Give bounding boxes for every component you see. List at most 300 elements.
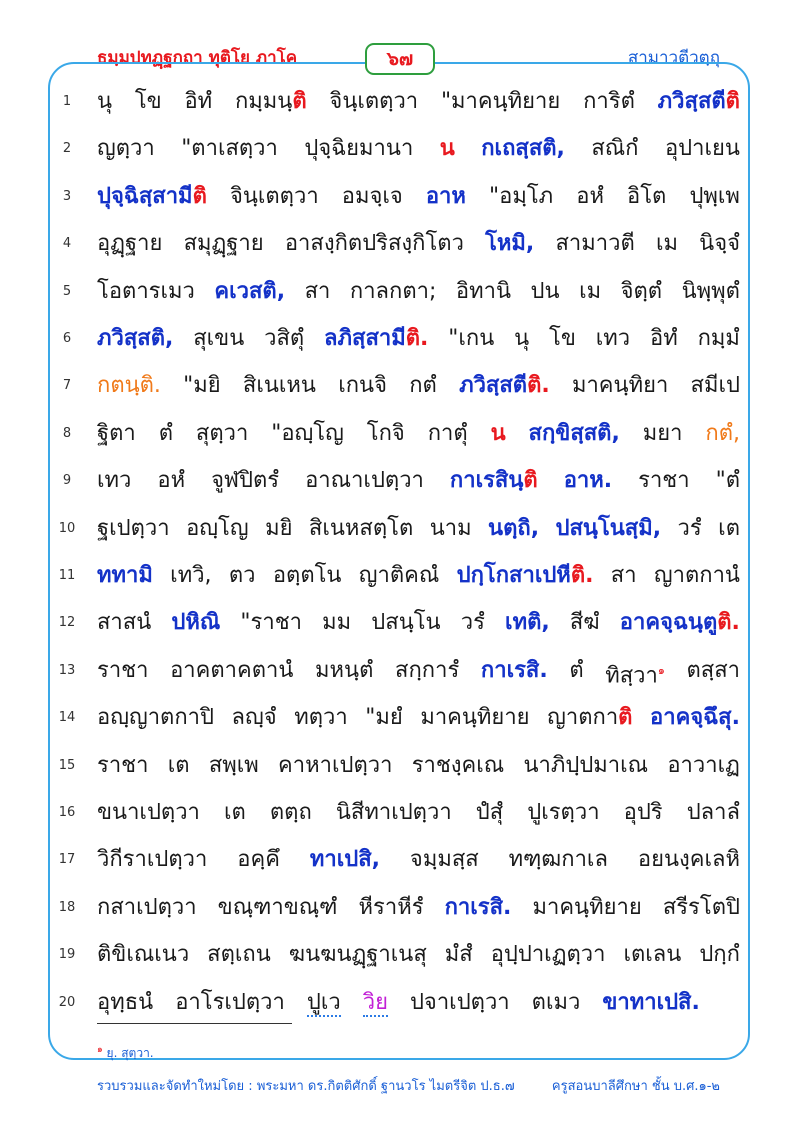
line-text bbox=[97, 700, 740, 736]
word-group bbox=[663, 890, 740, 926]
word: สมีเป bbox=[690, 373, 740, 399]
footnote-mark: ๑ bbox=[97, 1045, 103, 1055]
word-group bbox=[363, 985, 388, 1021]
word-group bbox=[579, 274, 601, 310]
word-group bbox=[441, 84, 560, 120]
word: กเถสฺสติ, bbox=[481, 136, 565, 162]
word-group bbox=[324, 321, 428, 357]
word: ขนาเปตฺวา bbox=[97, 800, 200, 825]
footnote-text: ยุ. สุตฺวา. bbox=[106, 1046, 154, 1060]
word-group bbox=[459, 368, 550, 404]
word-group bbox=[489, 179, 553, 215]
line-text bbox=[97, 937, 740, 973]
word: กตํ, bbox=[705, 420, 740, 446]
word-group bbox=[481, 131, 565, 167]
word-group bbox=[181, 131, 278, 167]
word: เม bbox=[579, 278, 602, 304]
word-group bbox=[445, 937, 473, 973]
word: ติ bbox=[523, 468, 538, 494]
footer-course: ครูสอนบาลีศึกษา ชั้น บ.ศ.๑-๒ bbox=[551, 1079, 720, 1094]
line-number: 15 bbox=[58, 757, 76, 773]
word-group bbox=[450, 463, 538, 499]
word-group bbox=[547, 700, 632, 736]
word: อหํ bbox=[576, 183, 604, 209]
word: มหนฺตํ bbox=[315, 657, 374, 683]
word-group bbox=[237, 842, 280, 878]
word: ปูเว bbox=[306, 989, 341, 1015]
word: อาสงฺกิตปริสงฺกิโตว bbox=[284, 231, 464, 257]
word: มาคนฺทิยาย bbox=[532, 894, 642, 920]
word: ปน bbox=[530, 278, 560, 304]
word: ตเมว bbox=[531, 989, 581, 1015]
word-group bbox=[338, 368, 387, 404]
word-group bbox=[532, 890, 641, 926]
word-group bbox=[265, 511, 292, 547]
word-group bbox=[409, 368, 437, 404]
word: อุฏฺฐาย bbox=[97, 231, 163, 257]
text-line bbox=[52, 319, 740, 359]
word-group bbox=[278, 748, 392, 784]
word-group bbox=[623, 937, 681, 973]
word-group bbox=[97, 321, 173, 357]
word-group bbox=[209, 748, 259, 784]
word-group bbox=[611, 558, 637, 594]
word-group bbox=[440, 131, 455, 167]
word-group bbox=[420, 700, 529, 736]
footnote bbox=[97, 1042, 154, 1063]
word-group bbox=[207, 937, 271, 973]
word-group bbox=[699, 226, 740, 262]
word-group bbox=[527, 795, 599, 831]
word-group bbox=[583, 84, 635, 120]
word-group bbox=[650, 321, 678, 357]
word-group bbox=[620, 605, 740, 641]
word-group bbox=[410, 842, 479, 878]
word-group bbox=[643, 416, 683, 452]
word-group bbox=[531, 274, 560, 310]
word: อิทํ bbox=[649, 326, 678, 351]
word: สา bbox=[610, 563, 637, 588]
line-text bbox=[97, 842, 740, 878]
word-group bbox=[214, 274, 285, 310]
word: กาเรสินฺ bbox=[449, 468, 524, 494]
word: กตํ bbox=[409, 373, 437, 399]
word-group bbox=[97, 84, 112, 120]
word-group bbox=[624, 795, 663, 831]
line-number: 10 bbox=[58, 520, 76, 536]
word-group bbox=[359, 890, 424, 926]
text-line bbox=[52, 651, 740, 691]
word: กสาเปตฺวา bbox=[97, 894, 197, 920]
word: ปหิณิ bbox=[171, 610, 221, 636]
line-text bbox=[97, 274, 740, 310]
word-group bbox=[549, 321, 576, 357]
word: เทว bbox=[595, 326, 631, 351]
line-text bbox=[97, 795, 740, 831]
word-group bbox=[371, 605, 440, 641]
word-group bbox=[97, 274, 195, 310]
word: นิจฺจํ bbox=[699, 231, 740, 257]
word-group bbox=[682, 274, 740, 310]
word-group bbox=[365, 700, 403, 736]
word-group bbox=[678, 511, 702, 547]
word: ทฑฺฒกาเล bbox=[508, 847, 608, 873]
word: ญาตกา bbox=[547, 705, 619, 731]
word: นตฺถิ, bbox=[488, 515, 540, 541]
word: ลภิสฺสามี bbox=[324, 326, 406, 351]
word: เกนจิ bbox=[338, 373, 387, 399]
line-text bbox=[97, 179, 740, 215]
word: นาภิปฺปมาเณ bbox=[523, 752, 649, 778]
line-number: 20 bbox=[58, 994, 76, 1010]
word: "มาคนฺทิยาย bbox=[440, 89, 561, 114]
word-group bbox=[307, 985, 341, 1021]
word-group bbox=[576, 179, 604, 215]
word: ราชา bbox=[638, 468, 690, 494]
word: อคฺคึ bbox=[237, 847, 280, 873]
word-group bbox=[97, 748, 148, 784]
word: ญาติคณํ bbox=[358, 563, 440, 588]
word-group bbox=[157, 463, 185, 499]
word: สิเนหสตฺโต bbox=[308, 515, 414, 541]
line-number: 3 bbox=[62, 188, 72, 204]
word-group bbox=[481, 653, 548, 694]
word: เม bbox=[655, 231, 678, 257]
word: โอตารเมว bbox=[97, 278, 195, 304]
word: คาหาเปตฺวา bbox=[278, 752, 393, 778]
word-group bbox=[716, 463, 740, 499]
line-number: 7 bbox=[62, 378, 72, 394]
line-text bbox=[97, 605, 740, 641]
word: อาคตาคตานํ bbox=[170, 657, 294, 683]
word: สิเนเหน bbox=[242, 373, 316, 399]
word-group bbox=[689, 179, 740, 215]
word-group bbox=[461, 605, 485, 641]
word: "อญฺโญ bbox=[271, 420, 344, 446]
word: ลญฺจํ bbox=[231, 705, 277, 731]
word-group bbox=[159, 416, 173, 452]
word-group bbox=[523, 748, 648, 784]
word: ราชงฺคเณ bbox=[411, 752, 505, 778]
line-number: 8 bbox=[62, 425, 72, 441]
word-group bbox=[564, 463, 612, 499]
word: ปสนฺโนสฺมิ, bbox=[555, 515, 662, 541]
word: ญตฺวา bbox=[97, 136, 155, 162]
word: โหมิ, bbox=[485, 231, 535, 257]
word: อญฺญาตกาปิ bbox=[97, 705, 214, 731]
word-group bbox=[596, 321, 630, 357]
footnote-divider bbox=[97, 1023, 292, 1024]
text-line bbox=[52, 461, 740, 501]
word-group bbox=[667, 748, 740, 784]
word: ทิสฺวา bbox=[605, 663, 658, 689]
line-number: 17 bbox=[58, 852, 76, 868]
word-group bbox=[448, 321, 494, 357]
word: อุทฺธนํ bbox=[97, 989, 154, 1015]
word-group bbox=[485, 226, 534, 262]
word-group bbox=[491, 937, 606, 973]
word: มยิ bbox=[265, 515, 293, 541]
word: มาคนฺทิยาย bbox=[420, 705, 530, 731]
word-group bbox=[367, 416, 405, 452]
text-line bbox=[52, 272, 740, 312]
word: สุเขน bbox=[193, 326, 245, 351]
word-group bbox=[476, 795, 503, 831]
word-group bbox=[170, 558, 211, 594]
word: ติ. bbox=[405, 326, 429, 351]
word-group bbox=[218, 890, 338, 926]
word: นาม bbox=[429, 515, 472, 541]
word-group bbox=[514, 321, 529, 357]
word-group bbox=[656, 226, 678, 262]
word: อิโต bbox=[627, 183, 667, 209]
word-group bbox=[426, 179, 466, 215]
word-group bbox=[718, 511, 740, 547]
word: โข bbox=[549, 326, 576, 351]
word-group bbox=[270, 795, 312, 831]
word: มํสํ bbox=[444, 942, 473, 968]
word: จมฺมสฺส bbox=[409, 847, 479, 873]
word: อหํ bbox=[157, 468, 186, 494]
word: ติ bbox=[292, 89, 307, 114]
word-group bbox=[232, 700, 277, 736]
word-group bbox=[170, 653, 293, 694]
word: ปกฺโกสาเปหี bbox=[456, 563, 571, 588]
line-number: 9 bbox=[62, 473, 72, 489]
word: กาลกตา; bbox=[349, 278, 437, 304]
word-group bbox=[691, 368, 740, 404]
word: สกฺขิสฺสติ, bbox=[528, 420, 620, 446]
word: กาเรสิ. bbox=[480, 657, 548, 683]
word: ภวิสฺสตี bbox=[459, 373, 528, 399]
line-text bbox=[97, 985, 740, 1021]
word: ฐิตา bbox=[97, 420, 136, 446]
word: จินฺเตตฺวา bbox=[229, 183, 319, 209]
word: อุปาเยน bbox=[664, 136, 740, 162]
word: อาคจฺฉนฺตู bbox=[619, 610, 718, 636]
line-number: 19 bbox=[58, 947, 76, 963]
word: สกฺการํ bbox=[395, 657, 460, 683]
word-group bbox=[97, 700, 214, 736]
word-group bbox=[184, 226, 264, 262]
word: ตํ bbox=[569, 657, 584, 683]
word: สมุฏฺฐาย bbox=[183, 231, 264, 257]
word-group bbox=[309, 511, 413, 547]
word: วสิตุํ bbox=[264, 326, 305, 351]
word-group bbox=[488, 511, 539, 547]
word-group bbox=[97, 558, 153, 594]
text-line bbox=[52, 82, 740, 122]
word: นิสีทาเปตฺวา bbox=[335, 800, 452, 825]
word-group bbox=[305, 274, 331, 310]
line-text bbox=[97, 511, 740, 547]
word: "มยํ bbox=[365, 705, 403, 731]
word: เต bbox=[167, 752, 190, 778]
word-group bbox=[230, 179, 319, 215]
word-group bbox=[97, 653, 148, 694]
word: อุปริ bbox=[623, 800, 663, 825]
word: อยนงฺคเลหิ bbox=[637, 847, 740, 873]
word: เทวิ, bbox=[170, 563, 212, 588]
word-group bbox=[570, 605, 600, 641]
word-group bbox=[395, 653, 459, 694]
story-title: สามาวตีวตฺถุ bbox=[627, 48, 720, 68]
word-group bbox=[336, 795, 452, 831]
word-group bbox=[289, 937, 427, 973]
word: สรีรโตปิ bbox=[662, 894, 740, 920]
word: ปจาเปตฺวา bbox=[409, 989, 510, 1015]
word-group bbox=[556, 511, 662, 547]
word: ปสนฺโน bbox=[371, 610, 441, 636]
text-line bbox=[52, 935, 740, 975]
word: กมฺมํ bbox=[697, 326, 740, 351]
word-group bbox=[97, 890, 197, 926]
word-group bbox=[699, 937, 740, 973]
word: ภวิสฺสตี bbox=[657, 89, 726, 114]
word: มยา bbox=[642, 420, 683, 446]
line-number: 2 bbox=[62, 141, 72, 157]
word-group bbox=[315, 653, 373, 694]
line-number: 18 bbox=[58, 899, 76, 915]
word: "เกน bbox=[448, 326, 495, 351]
page-number: ๖๗ bbox=[365, 43, 435, 75]
word: สณิกํ bbox=[591, 136, 639, 162]
line-number: 1 bbox=[62, 94, 72, 109]
text-line bbox=[52, 793, 740, 833]
word: ราชา bbox=[97, 752, 149, 778]
word-group bbox=[264, 321, 304, 357]
word-group bbox=[665, 131, 740, 167]
word: ติ bbox=[618, 705, 633, 731]
word: กมฺมนฺ bbox=[234, 89, 293, 114]
word-group bbox=[175, 985, 285, 1021]
word: อุปฺปาเฏตฺวา bbox=[490, 942, 606, 968]
line-text bbox=[97, 890, 740, 926]
word-group bbox=[97, 416, 136, 452]
word: ปุพฺเพ bbox=[689, 183, 740, 209]
text-line bbox=[52, 509, 740, 549]
word-group bbox=[359, 558, 440, 594]
word: จูฬปิตรํ bbox=[211, 468, 280, 494]
word: น bbox=[490, 420, 506, 446]
word: ฆนฆนฏฺฐาเนสุ bbox=[288, 942, 427, 968]
word-group bbox=[410, 985, 510, 1021]
word: ตํ bbox=[158, 420, 173, 446]
word-group bbox=[350, 274, 437, 310]
text-line bbox=[52, 840, 740, 880]
word: ภวิสฺสติ, bbox=[97, 326, 174, 351]
word: โกจิ bbox=[366, 420, 405, 446]
word: ติ bbox=[192, 183, 207, 209]
word: จินฺเตตฺวา bbox=[329, 89, 419, 114]
word-group bbox=[294, 700, 348, 736]
line-text bbox=[97, 653, 740, 694]
word: ปูเรตฺวา bbox=[527, 800, 600, 825]
word: อาห. bbox=[563, 468, 613, 494]
word: สตฺเถน bbox=[207, 942, 271, 968]
word: ขาทาเปสิ. bbox=[602, 989, 700, 1015]
text-line bbox=[52, 746, 740, 786]
word-group bbox=[505, 605, 550, 641]
word-group bbox=[342, 179, 403, 215]
line-text bbox=[97, 558, 740, 594]
word: ทาเปสิ, bbox=[309, 847, 380, 873]
line-text bbox=[97, 131, 740, 167]
word: วิย bbox=[362, 989, 388, 1015]
text-line bbox=[52, 366, 740, 406]
footer-author: รวบรวมและจัดทำใหม่โดย : พระมหา ดร.กิตติศักดิ์ ฐานวโร ไมตรีจิต ป.ธ.๗ bbox=[97, 1079, 515, 1094]
text-line bbox=[52, 224, 740, 264]
word: ติ. bbox=[527, 373, 550, 399]
word: กาตุํ bbox=[427, 420, 468, 446]
word-group bbox=[97, 985, 153, 1021]
word: มาคนฺทิยา bbox=[571, 373, 669, 399]
line-number: 11 bbox=[58, 568, 76, 583]
word: "ตาเสตฺวา bbox=[181, 136, 278, 162]
word: อาณาเปตฺวา bbox=[305, 468, 424, 494]
word-group bbox=[555, 226, 634, 262]
word: ตตฺถ bbox=[269, 800, 312, 825]
word: ปกฺกํ bbox=[699, 942, 740, 968]
word-group bbox=[329, 84, 418, 120]
word-group bbox=[698, 321, 740, 357]
word: น bbox=[439, 136, 455, 162]
line-number: 13 bbox=[58, 662, 76, 678]
word: "ราชา bbox=[240, 610, 302, 636]
word: นุ bbox=[514, 326, 530, 351]
word-group bbox=[445, 890, 512, 926]
word: ราชา bbox=[97, 657, 149, 683]
word-group bbox=[532, 985, 581, 1021]
word-group bbox=[97, 368, 161, 404]
word-group bbox=[658, 84, 740, 120]
word: "ตํ bbox=[715, 468, 740, 494]
word-group bbox=[638, 463, 689, 499]
line-number: 5 bbox=[62, 283, 72, 299]
line-number: 16 bbox=[58, 805, 76, 820]
word: ททามิ bbox=[97, 563, 153, 588]
word: ติขิเณเนว bbox=[97, 942, 190, 968]
word: เต bbox=[718, 515, 740, 541]
word: โข bbox=[134, 89, 162, 114]
word-group bbox=[135, 84, 162, 120]
word-group bbox=[193, 321, 244, 357]
word: สาสนํ bbox=[97, 610, 152, 636]
word-group bbox=[638, 842, 740, 878]
line-text bbox=[97, 84, 740, 120]
line-text bbox=[97, 463, 740, 499]
word-group bbox=[591, 131, 638, 167]
word: เทติ, bbox=[505, 610, 550, 636]
line-text bbox=[97, 748, 740, 784]
text-line bbox=[52, 414, 740, 454]
word: อิทานิ bbox=[455, 278, 512, 304]
word-group bbox=[687, 795, 740, 831]
line-number: 6 bbox=[62, 331, 72, 346]
text-line bbox=[52, 603, 740, 643]
line-text bbox=[97, 226, 740, 262]
text-line bbox=[52, 888, 740, 928]
word: คเวสติ, bbox=[214, 278, 286, 304]
word: นิพฺพุตํ bbox=[681, 278, 740, 304]
footnote-ref: ๑ bbox=[657, 663, 665, 677]
word-group bbox=[235, 84, 307, 120]
word-group bbox=[569, 653, 583, 694]
word: กตนฺติ. bbox=[97, 373, 161, 399]
word-group bbox=[602, 985, 700, 1021]
word: ตว bbox=[228, 563, 256, 588]
word: ติ bbox=[725, 89, 740, 114]
